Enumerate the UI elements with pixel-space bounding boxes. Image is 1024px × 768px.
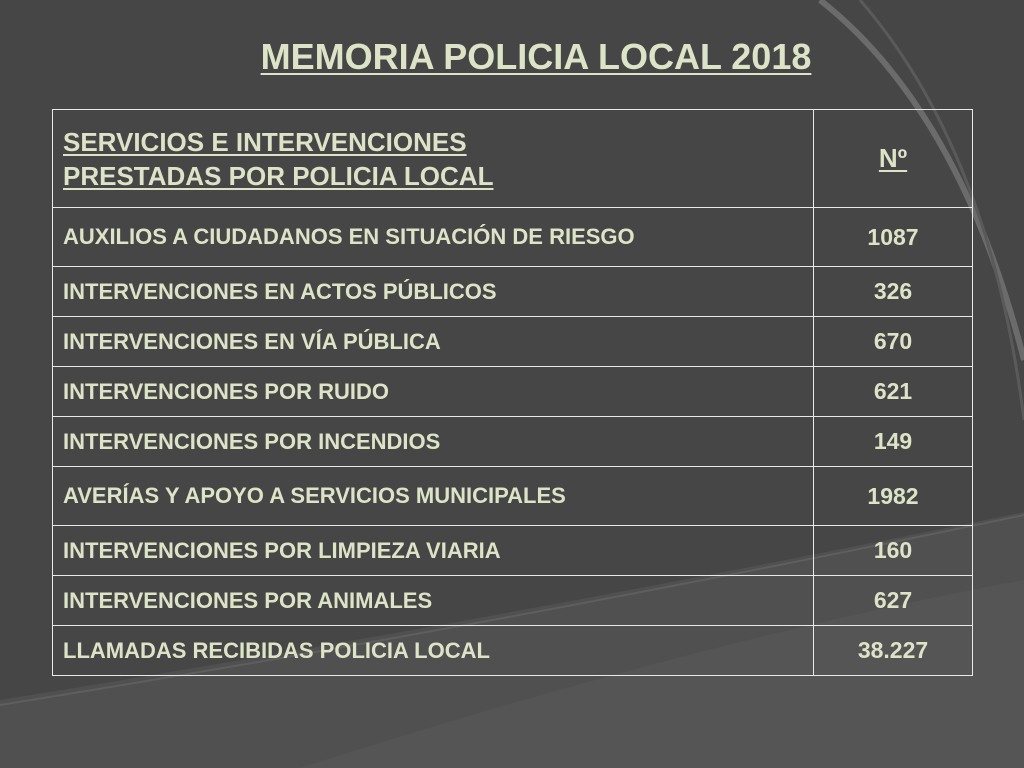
row-label-cell: INTERVENCIONES POR LIMPIEZA VIARIA — [53, 526, 814, 576]
table-header-row — [53, 110, 973, 208]
row-label-cell: AVERÍAS Y APOYO A SERVICIOS MUNICIPALES — [53, 467, 814, 526]
row-label-cell: INTERVENCIONES POR INCENDIOS — [53, 417, 814, 467]
header-number-cell: Nº — [814, 110, 973, 208]
row-value-cell: 38.227 — [814, 626, 973, 676]
row-label-cell: INTERVENCIONES EN VÍA PÚBLICA — [53, 317, 814, 367]
header-label-cell — [53, 110, 814, 208]
services-table — [52, 109, 973, 676]
row-value-cell: 326 — [814, 267, 973, 317]
row-value-cell: 160 — [814, 526, 973, 576]
row-value-cell: 1982 — [814, 467, 973, 526]
table-row — [53, 317, 973, 367]
table-row — [53, 267, 973, 317]
table-row — [53, 417, 973, 467]
table-row — [53, 526, 973, 576]
table-row — [53, 467, 973, 526]
page-title: MEMORIA POLICIA LOCAL 2018 — [260, 36, 812, 77]
table-row — [53, 626, 973, 676]
row-value-cell: 1087 — [814, 208, 973, 267]
row-label-cell: INTERVENCIONES POR RUIDO — [53, 367, 814, 417]
header-label-line-2: PRESTADAS POR POLICIA LOCAL — [63, 160, 494, 191]
services-table-container — [52, 109, 972, 676]
row-value-cell: 627 — [814, 576, 973, 626]
row-label-cell: LLAMADAS RECIBIDAS POLICIA LOCAL — [53, 626, 814, 676]
row-label-cell: AUXILIOS A CIUDADANOS EN SITUACIÓN DE RIESGO — [53, 208, 814, 267]
row-label-cell: INTERVENCIONES EN ACTOS PÚBLICOS — [53, 267, 814, 317]
table-row — [53, 208, 973, 267]
row-value-cell: 670 — [814, 317, 973, 367]
table-row — [53, 367, 973, 417]
row-value-cell: 621 — [814, 367, 973, 417]
row-value-cell: 149 — [814, 417, 973, 467]
table-row — [53, 576, 973, 626]
row-label-cell: INTERVENCIONES POR ANIMALES — [53, 576, 814, 626]
header-label-line-1: SERVICIOS E INTERVENCIONES — [63, 126, 467, 157]
